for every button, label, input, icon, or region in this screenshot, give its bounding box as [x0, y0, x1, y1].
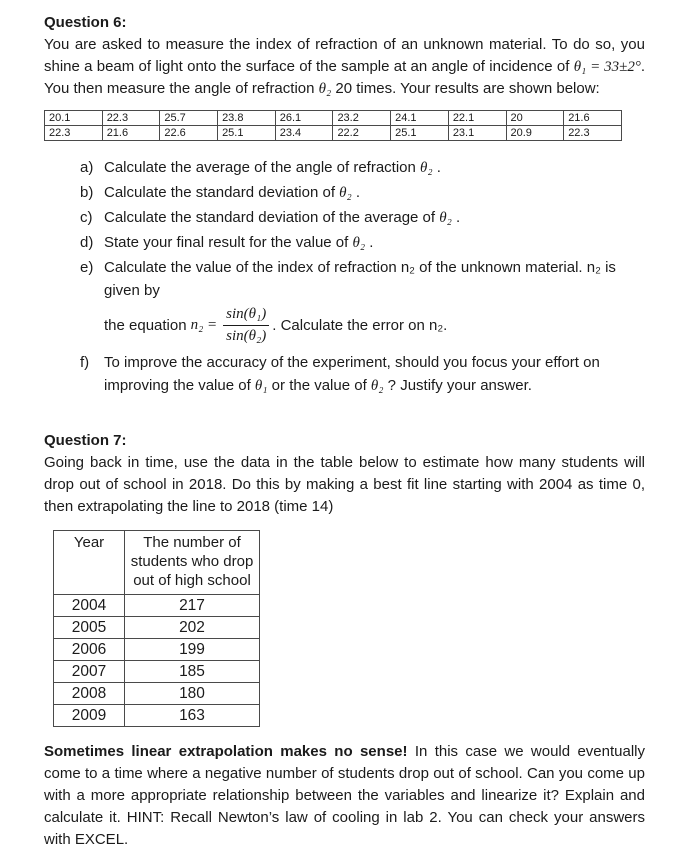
- theta2-math: θ₂: [339, 185, 352, 201]
- question-6-intro: [44, 34, 645, 100]
- item-c: [44, 206, 645, 230]
- dropout-cell: 163: [125, 705, 260, 727]
- theta2-math: θ₂: [439, 210, 452, 226]
- item-letter: c): [80, 209, 93, 226]
- intro-text: . You then measure the angle of refraction: [44, 58, 646, 97]
- table-row: [45, 111, 622, 126]
- dropout-cell: 202: [125, 617, 260, 639]
- intro-text: You are asked to measure the index of refraction of an unknown material. To do so, you shine a beam of light onto the surface of the sample at an angle of incidence of: [44, 36, 645, 75]
- item-letter: d): [80, 234, 94, 251]
- fraction-denominator: sin(θ₂): [226, 328, 267, 344]
- measurement-cell: 25.1: [218, 126, 276, 141]
- intro-text: 20 times. Your results are shown below:: [331, 80, 600, 97]
- question-6-section: [44, 12, 645, 398]
- theta2-math: θ₂: [370, 378, 384, 394]
- dropout-cell: 199: [125, 639, 260, 661]
- dropout-cell: 2009: [54, 705, 125, 727]
- dropout-cell: 2004: [54, 595, 125, 617]
- measurement-cell: 20: [506, 111, 564, 126]
- closing-bold-text: Sometimes linear extrapolation makes no sense!: [44, 743, 408, 760]
- question-7-heading: Question 7:: [44, 432, 127, 449]
- theta1-math: θ₁: [254, 378, 268, 394]
- measurement-cell: 26.1: [275, 111, 333, 126]
- year-column-header: Year: [54, 531, 125, 595]
- theta2-math: θ₂: [352, 235, 366, 251]
- dropout-data-table: [53, 530, 260, 727]
- table-row: [54, 595, 260, 617]
- item-letter: b): [80, 184, 94, 201]
- dropout-cell: 2006: [54, 639, 125, 661]
- measurement-cell: 21.6: [102, 126, 160, 141]
- equation-post-text: . Calculate the error on n₂.: [272, 317, 448, 334]
- theta1-value-math: θ₁ = 33±2°: [573, 59, 641, 75]
- table-row: [54, 617, 260, 639]
- closing-note: [44, 741, 645, 851]
- measurement-cell: 23.1: [448, 126, 506, 141]
- measurement-cell: 23.8: [218, 111, 276, 126]
- item-letter: f): [80, 354, 90, 371]
- table-row: [54, 705, 260, 727]
- table-row: [54, 639, 260, 661]
- item-b: [44, 181, 645, 205]
- question-7-intro: Going back in time, use the data in the table below to estimate how many students will drop out of school in 2018. Do this by making a best fit line starting with 2004 as time 0, then extrapolating the line to 2018 (time 14): [44, 454, 645, 515]
- dropout-cell: 180: [125, 683, 260, 705]
- item-text: Calculate the standard deviation of the average of θ₂ .: [104, 209, 461, 226]
- dropout-cell: 2005: [54, 617, 125, 639]
- question-6-heading: Question 6:: [44, 14, 127, 31]
- item-d: [44, 231, 645, 255]
- dropout-table-header: [54, 531, 260, 595]
- question-6-item-list: [44, 156, 645, 398]
- item-letter: a): [80, 159, 94, 176]
- closing-body-text: In this case we would eventually come to a time where a negative number of students drop out of school. Can you come up with a more appropriate relationship between the variables and linearize it? Explain and calculate it. HINT: Recall Newton’s law of cooling in lab 2. You can check your answers with EXCEL.: [44, 743, 645, 848]
- measurement-cell: 24.1: [391, 111, 449, 126]
- item-letter: e): [80, 259, 94, 276]
- equation-intro-text: the equation: [104, 317, 187, 334]
- item-text: To improve the accuracy of the experiment, should you focus your effort on improving the value of θ₁ or the value of θ₂ ? Justify your answer.: [104, 354, 600, 394]
- item-text: State your final result for the value of θ₂ .: [104, 234, 374, 251]
- measurement-cell: 20.1: [45, 111, 103, 126]
- refraction-measurements-table: [44, 110, 622, 141]
- measurement-cell: 25.1: [391, 126, 449, 141]
- measurement-cell: 23.2: [333, 111, 391, 126]
- dropout-cell: 2008: [54, 683, 125, 705]
- dropout-cell: 217: [125, 595, 260, 617]
- measurement-cell: 22.1: [448, 111, 506, 126]
- measurement-cell: 22.3: [102, 111, 160, 126]
- item-e: [44, 256, 645, 350]
- fraction-numerator: sin(θ₁): [223, 305, 269, 326]
- measurement-cell: 23.4: [275, 126, 333, 141]
- measurement-cell: 20.9: [506, 126, 564, 141]
- table-row: [45, 126, 622, 141]
- theta2-math: θ₂: [318, 81, 332, 97]
- measurement-cell: 22.6: [160, 126, 218, 141]
- measurement-cell: 22.2: [333, 126, 391, 141]
- dropout-cell: 2007: [54, 661, 125, 683]
- measurement-cell: 22.3: [45, 126, 103, 141]
- measurement-cell: 25.7: [160, 111, 218, 126]
- question-7-section: [44, 430, 645, 727]
- item-text: Calculate the value of the index of refraction n₂ of the unknown material. n₂ is given by the equation n₂ = $\frac{\text{sin(θ₁)}}{\text{sin(θ₂)}}$ . Calculate the error on n₂.: [104, 256, 645, 350]
- table-row: [54, 661, 260, 683]
- measurement-cell: 21.6: [564, 111, 622, 126]
- table-row: [54, 683, 260, 705]
- measurement-cell: 22.3: [564, 126, 622, 141]
- dropout-count-column-header: The number of students who drop out of high school: [125, 531, 260, 595]
- table-header-row: [54, 531, 260, 595]
- snell-equation: [104, 305, 645, 346]
- n2-lhs-math: n₂ =: [190, 317, 218, 333]
- equation-fraction: [223, 305, 269, 346]
- dropout-cell: 185: [125, 661, 260, 683]
- item-text: Calculate the standard deviation of θ₂ .: [104, 184, 361, 201]
- item-f: [44, 351, 645, 398]
- item-text: Calculate the average of the angle of refraction θ₂ .: [104, 159, 441, 176]
- item-a: [44, 156, 645, 180]
- theta2-math: θ₂: [420, 160, 433, 176]
